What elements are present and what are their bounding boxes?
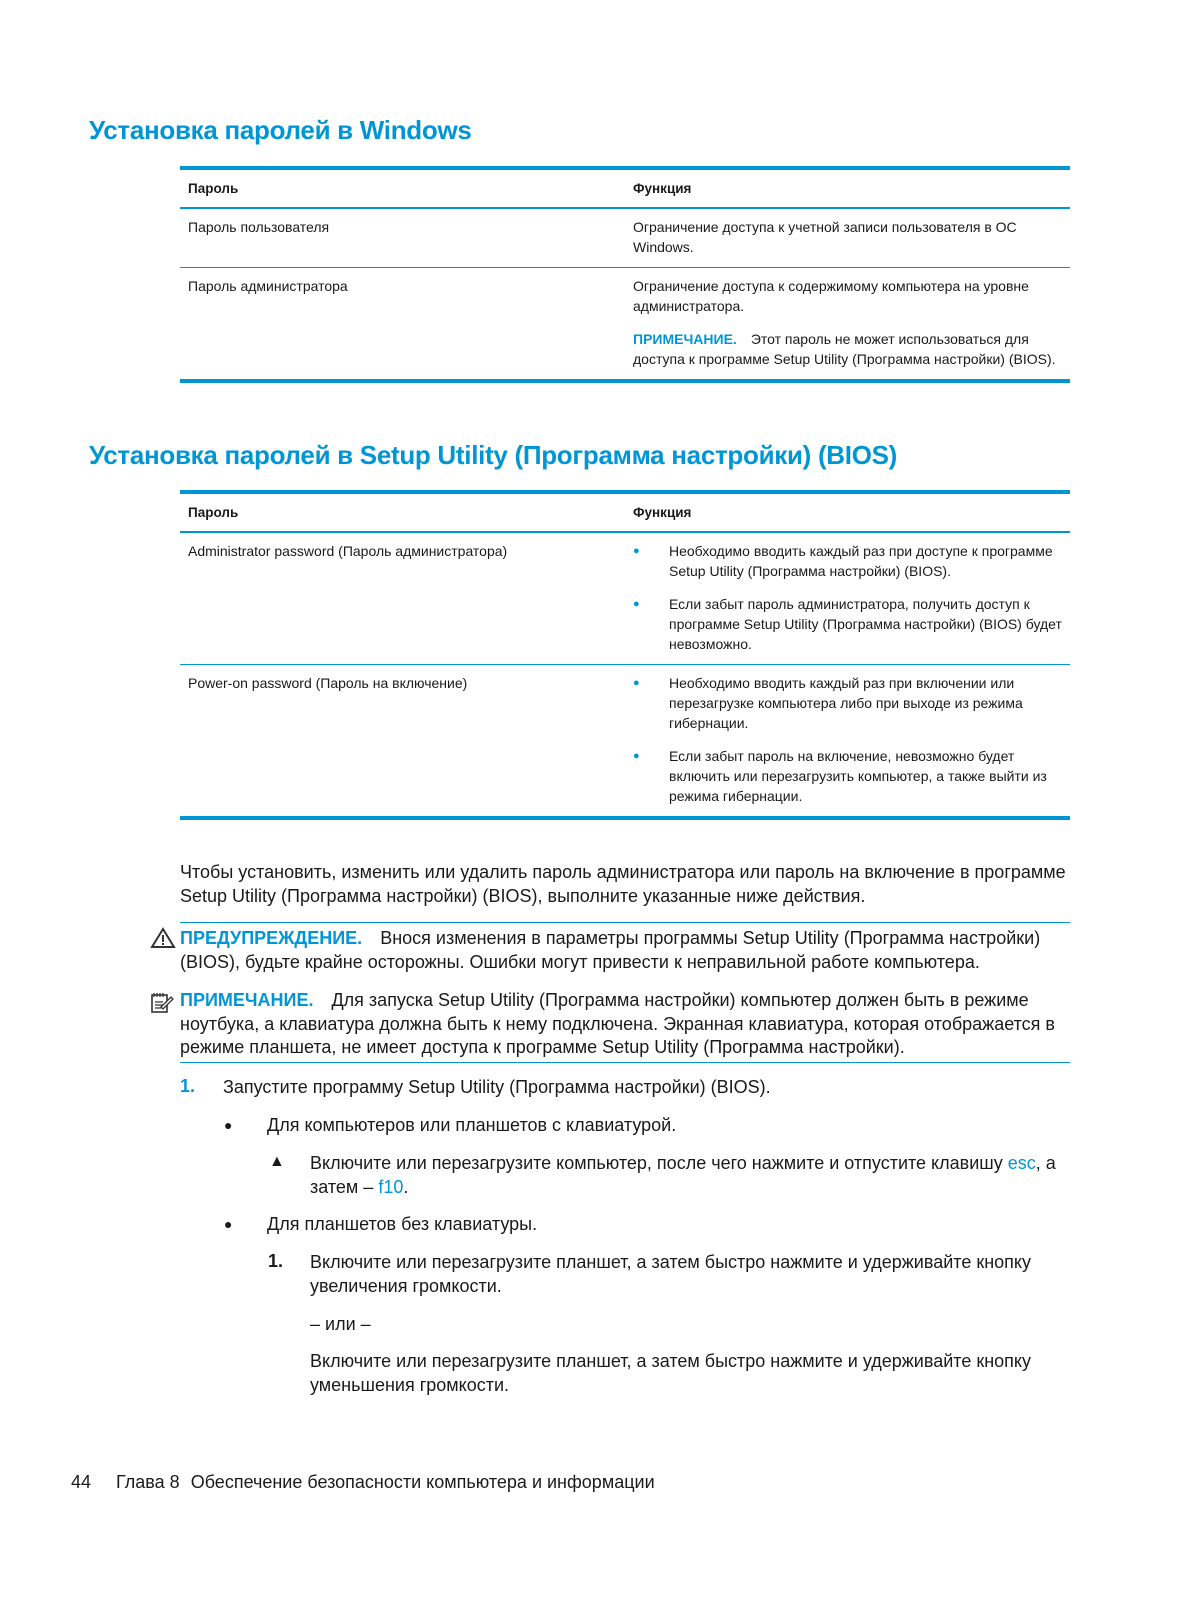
column-header: Пароль xyxy=(188,505,239,520)
bullet-item: ● Если забыт пароль на включение, невозможно будет включить или перезагрузить компьютер, а также выйти из режима гибернации. xyxy=(633,746,1062,806)
note-label: ПРИМЕЧАНИЕ. xyxy=(633,331,737,347)
text: , а затем – xyxy=(310,1153,1056,1197)
bullet-item: ● Если забыт пароль администратора, получить доступ к программе Setup Utility (Программа настройки) (BIOS) будет невозможно. xyxy=(633,594,1062,654)
bullet-icon: ● xyxy=(224,1117,233,1133)
table-row xyxy=(180,532,1070,665)
function-cell xyxy=(625,268,1070,382)
bullet-text: Для компьютеров или планшетов с клавиатурой. xyxy=(267,1115,677,1135)
warning-text: Внося изменения в параметры программы Setup Utility (Программа настройки) (BIOS), будьте крайне осторожны. Ошибки могут привести к неправильной работе компьютера. xyxy=(180,928,1041,972)
warning-paragraph xyxy=(180,927,1070,974)
column-header: Функция xyxy=(633,181,692,196)
password-cell: Administrator password (Пароль администратора) xyxy=(188,543,508,559)
or-separator: – или – xyxy=(310,1314,371,1334)
password-cell: Пароль администратора xyxy=(188,278,348,294)
divider xyxy=(180,1062,1070,1063)
page-number: 44 xyxy=(71,1472,92,1492)
bullet-item: ● Необходимо вводить каждый раз при доступе к программе Setup Utility (Программа настройки) (BIOS). xyxy=(633,541,1062,581)
note-paragraph xyxy=(180,989,1070,1060)
table-row xyxy=(180,208,1070,268)
sub-step-text xyxy=(310,1152,1070,1199)
function-cell: Ограничение доступа к учетной записи пользователя в ОС Windows. xyxy=(633,219,1017,255)
warning-label: ПРЕДУПРЕЖДЕНИЕ. xyxy=(180,928,363,948)
key-f10: f10 xyxy=(378,1176,404,1197)
windows-passwords-table xyxy=(180,166,1070,383)
bullet-item: ● Необходимо вводить каждый раз при включении или перезагрузке компьютера либо при выходе из режима гибернации. xyxy=(633,673,1062,733)
triangle-bullet-icon: ▲ xyxy=(269,1153,285,1170)
section-title-windows: Установка паролей в Windows xyxy=(89,115,472,145)
table-row xyxy=(180,665,1070,819)
bullet-text: Для планшетов без клавиатуры. xyxy=(267,1214,538,1234)
divider xyxy=(180,922,1070,923)
step-text: Запустите программу Setup Utility (Программа настройки) (BIOS). xyxy=(223,1077,771,1097)
column-header: Пароль xyxy=(188,181,239,196)
text: Включите или перезагрузите компьютер, после чего нажмите и отпустите клавишу xyxy=(310,1153,1008,1173)
sub-step-text: Включите или перезагрузите планшет, а затем быстро нажмите и удерживайте кнопку уменьшения громкости. xyxy=(310,1351,1031,1395)
bios-passwords-table xyxy=(180,490,1070,820)
page-footer xyxy=(71,1472,655,1493)
chapter-title: Обеспечение безопасности компьютера и информации xyxy=(190,1472,655,1492)
function-cell xyxy=(625,532,1070,665)
step-number: 1. xyxy=(180,1076,196,1096)
note-icon xyxy=(150,991,174,1020)
column-header: Функция xyxy=(633,505,692,520)
sub-step-text: Включите или перезагрузите планшет, а затем быстро нажмите и удерживайте кнопку увеличения громкости. xyxy=(310,1252,1031,1296)
key-esc: esc xyxy=(1007,1153,1036,1173)
section-title-bios: Установка паролей в Setup Utility (Программа настройки) (BIOS) xyxy=(89,440,898,470)
password-cell: Power-on password (Пароль на включение) xyxy=(188,675,468,691)
note-text: Этот пароль не может использоваться для доступа к программе Setup Utility (Программа настройки) (BIOS). xyxy=(633,331,1056,367)
text: . xyxy=(403,1176,409,1197)
warning-icon xyxy=(150,927,176,954)
note-label: ПРИМЕЧАНИЕ. xyxy=(180,990,314,1010)
table-row xyxy=(180,268,1070,382)
table-note xyxy=(633,329,1062,369)
intro-paragraph: Чтобы установить, изменить или удалить пароль администратора или пароль на включение в программе Setup Utility (Программа настройки) (BIOS), выполните указанные ниже действия. xyxy=(180,862,1066,906)
password-cell: Пароль пользователя xyxy=(188,219,330,235)
function-text: Ограничение доступа к содержимому компьютера на уровне администратора. xyxy=(633,278,1029,314)
bullet-icon: ● xyxy=(224,1216,233,1232)
note-text: Для запуска Setup Utility (Программа настройки) компьютер должен быть в режиме ноутбука, а клавиатура должна быть к нему подключена. Экранная клавиатура, которая отображается в режиме планшета, не имеет доступа к программе Setup Utility (Программа настройки). xyxy=(180,990,1055,1057)
chapter-label: Глава 8 xyxy=(116,1472,180,1492)
step-number: 1. xyxy=(268,1251,284,1271)
function-cell xyxy=(625,665,1070,819)
